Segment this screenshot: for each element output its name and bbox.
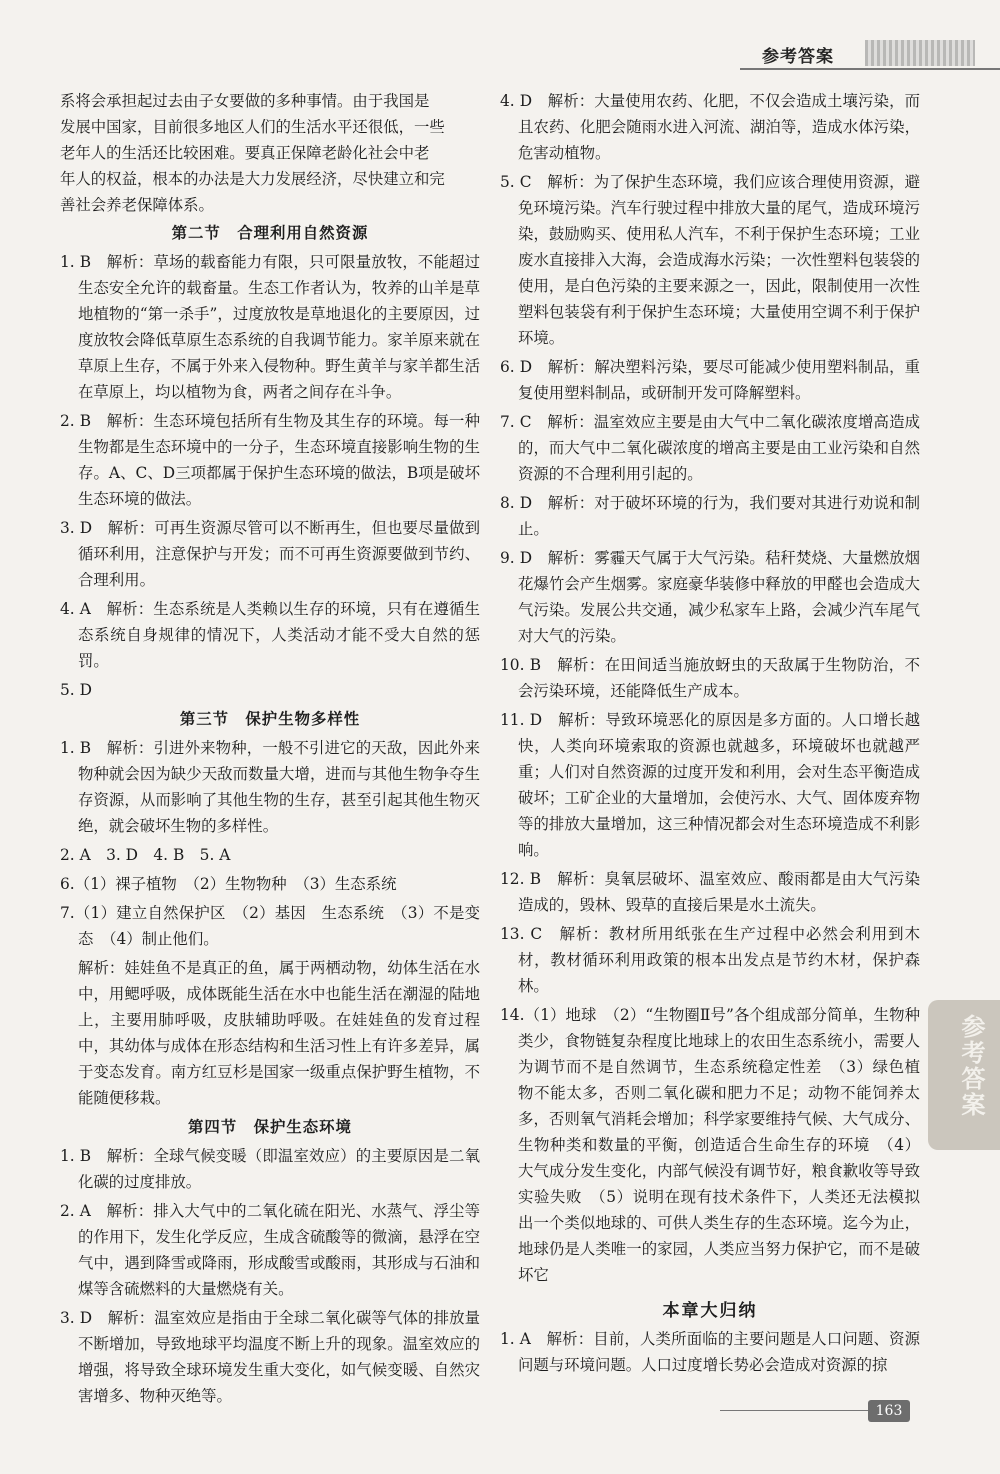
answer-item: 12. B 解析：臭氧层破坏、温室效应、酸雨都是由大气污染造成的，毁林、毁草的直接后果是水土流失。	[500, 870, 920, 914]
answer-item: 6.（1）裸子植物 （2）生物物种 （3）生态系统	[60, 875, 397, 893]
answer-item: 1. A 解析：目前，人类所面临的主要问题是人口问题、资源问题与环境问题。人口过度增长势必会造成对资源的掠	[500, 1330, 920, 1374]
intro-line: 善社会养老保障体系。	[60, 196, 214, 214]
right-column	[500, 88, 920, 1381]
answer-item: 14.（1）地球 （2）“生物圈Ⅱ号”各个组成部分简单，生物种类少，食物链复杂程度比地球上的农田生态系统小，需要人为调节而不是自然调节，生态系统稳定性差 （3）绿色植物不能太多，否则二氧化碳和肥力不足；动物不能饲养太多，否则氧气消耗会增加；科学家要维持气候、大气成分、生物种类和数量的平衡，创造适合生命生存的环境 （4）大气成分发生变化，内部气候没有调节好，粮食歉收等导致实验失败 （5）说明在现有技术条件下，人类还无法模拟出一个类似地球的、可供人类生存的生态环境。迄今为止，地球仍是人类唯一的家园，人类应当努力保护它，而不是破坏它	[500, 1006, 920, 1284]
answer-item: 2. A 解析：排入大气中的二氧化硫在阳光、水蒸气、浮尘等的作用下，发生化学反应，生成含硫酸等的微滴，悬浮在空气中，遇到降雪或降雨，形成酸雪或酸雨，其形成与石油和煤等含硫燃料的大量燃烧有关。	[60, 1202, 480, 1298]
answer-item: 10. B 解析：在田间适当施放蚜虫的天敌属于生物防治，不会污染环境，还能降低生产成本。	[500, 656, 920, 700]
side-tab-label: 参考答案	[957, 1014, 986, 1118]
answer-item: 7. C 解析：温室效应主要是由大气中二氧化碳浓度增高造成的，而大气中二氧化碳浓度的增高主要是由工业污染和自然资源的不合理利用引起的。	[500, 413, 920, 483]
side-tab	[928, 1000, 1000, 1150]
section-title: 第四节 保护生态环境	[188, 1118, 352, 1136]
intro-line: 年人的权益，根本的办法是大力发展经济，尽快建立和完	[60, 170, 445, 188]
answer-item: 6. D 解析：解决塑料污染，要尽可能减少使用塑料制品，重复使用塑料制品，或研制开发可降解塑料。	[500, 358, 920, 402]
header-label: 参考答案	[762, 47, 834, 67]
section-title: 第三节 保护生物多样性	[179, 710, 361, 728]
page-number: 163	[868, 1400, 910, 1422]
page-header	[740, 40, 1000, 80]
footer-rule	[720, 1410, 870, 1411]
answer-item: 4. A 解析：生态系统是人类赖以生存的环境，只有在遵循生态系统自身规律的情况下，人类活动才能不受大自然的惩罚。	[60, 600, 480, 670]
answer-item: 1. B 解析：引进外来物种，一般不引进它的天敌，因此外来物种就会因为缺少天敌而数量大增，进而与其他生物争夺生存资源，从而影响了其他生物的生存，甚至引起其他生物灭绝，就会破坏生物的多样性。	[60, 739, 480, 835]
header-rule	[740, 68, 1000, 70]
intro-paragraph	[60, 88, 480, 218]
answer-item: 1. B 解析：全球气候变暖（即温室效应）的主要原因是二氧化碳的过度排放。	[60, 1147, 480, 1191]
answer-item: 2. A 3. D 4. B 5. A	[60, 846, 231, 864]
intro-line: 系将会承担起过去由子女要做的多种事情。由于我国是	[60, 92, 430, 110]
header-ornament	[865, 40, 975, 66]
answer-item: 4. D 解析：大量使用农药、化肥，不仅会造成土壤污染，而且农药、化肥会随雨水进入河流、湖泊等，造成水体污染，危害动植物。	[500, 92, 920, 162]
left-column	[60, 88, 480, 1412]
intro-line: 老年人的生活还比较困难。要真正保障老龄化社会中老	[60, 144, 430, 162]
answer-item: 5. C 解析：为了保护生态环境，我们应该合理使用资源，避免环境污染。汽车行驶过程中排放大量的尾气，造成环境污染，鼓励购买、使用私人汽车，不利于保护生态环境；工业废水直接排入大海，会造成海水污染；一次性塑料包装袋的使用，是白色污染的主要来源之一，因此，限制使用一次性塑料包装袋有利于保护生态环境；大量使用空调不利于保护环境。	[500, 173, 920, 347]
answer-item: 9. D 解析：雾霾天气属于大气污染。秸秆焚烧、大量燃放烟花爆竹会产生烟雾。家庭豪华装修中释放的甲醛也会造成大气污染。发展公共交通，减少私家车上路，会减少汽车尾气对大气的污染。	[500, 549, 920, 645]
answer-item: 3. D 解析：可再生资源尽管可以不断再生，但也要尽量做到循环利用，注意保护与开发；而不可再生资源要做到节约、合理利用。	[60, 519, 480, 589]
intro-line: 发展中国家，目前很多地区人们的生活水平还很低，一些	[60, 118, 445, 136]
answer-item: 1. B 解析：草场的载畜能力有限，只可限量放牧，不能超过生态安全允许的载畜量。生态工作者认为，牧养的山羊是草地植物的“第一杀手”，过度放牧是草地退化的主要原因，过度放牧会降低草原生态系统的自我调节能力。家羊原来就在草原上生存，不属于外来入侵物种。野生黄羊与家羊都生活在草原上，均以植物为食，两者之间存在斗争。	[60, 253, 480, 401]
section-title: 第二节 合理利用自然资源	[171, 224, 369, 242]
answer-item: 2. B 解析：生态环境包括所有生物及其生存的环境。每一种生物都是生态环境中的一分子，生态环境直接影响生物的生存。A、C、D三项都属于保护生态环境的做法，B项是破坏生态环境的做法。	[60, 412, 480, 508]
answer-item: 7.（1）建立自然保护区 （2）基因 生态系统 （3）不是变态 （4）制止他们。	[60, 904, 480, 948]
answer-item: 13. C 解析：教材所用纸张在生产过程中必然会利用到木材，教材循环利用政策的根本出发点是节约木材，保护森林。	[500, 925, 920, 995]
answer-explanation: 解析：娃娃鱼不是真正的鱼，属于两栖动物，幼体生活在水中，用鳃呼吸，成体既能生活在水中也能生活在潮湿的陆地上，主要用肺呼吸，皮肤辅助呼吸。在娃娃鱼的发育过程中，其幼体与成体在形态结构和生活习性上有许多差异，属于变态发育。南方红豆杉是国家一级重点保护野生植物，不能随便移栽。	[78, 959, 480, 1107]
answer-item: 3. D 解析：温室效应是指由于全球二氧化碳等气体的排放量不断增加，导致地球平均温度不断上升的现象。温室效应的增强，将导致全球环境发生重大变化，如气候变暖、自然灾害增多、物种灭绝等。	[60, 1309, 480, 1405]
answer-item: 11. D 解析：导致环境恶化的原因是多方面的。人口增长越快，人类向环境索取的资源也就越多，环境破坏也就越严重；人们对自然资源的过度开发和利用，会对生态平衡造成破坏；工矿企业的大量增加，会使污水、大气、固体废弃物等的排放大量增加，这三种情况都会对生态环境造成不利影响。	[500, 711, 920, 859]
answer-item: 8. D 解析：对于破坏环境的行为，我们要对其进行劝说和制止。	[500, 494, 920, 538]
chapter-summary-title: 本章大归纳	[662, 1301, 758, 1321]
answer-item: 5. D	[60, 681, 92, 699]
